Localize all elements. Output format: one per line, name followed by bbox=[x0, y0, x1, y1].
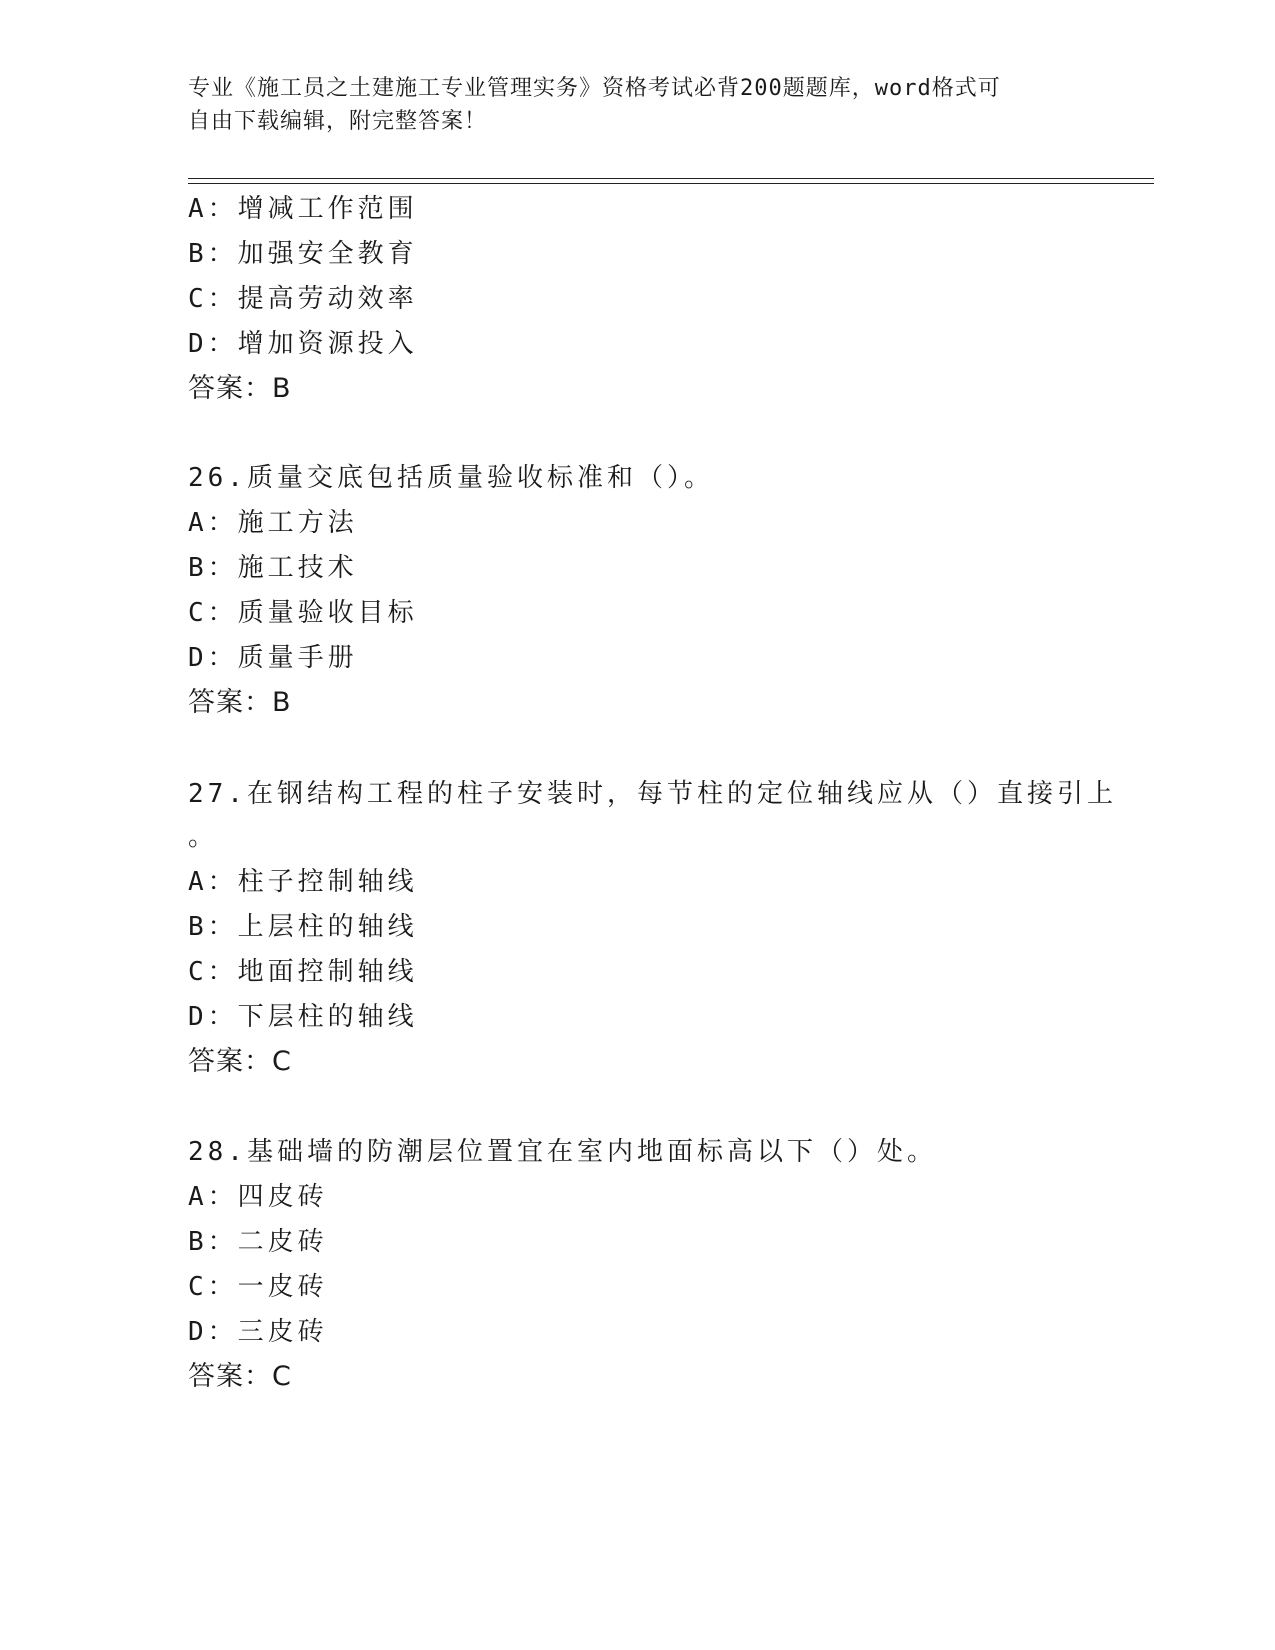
header-divider-top bbox=[188, 178, 1154, 179]
option-c: C：一皮砖 bbox=[188, 1272, 328, 1302]
option-b: B：二皮砖 bbox=[188, 1227, 328, 1257]
header-divider-bottom bbox=[188, 183, 1154, 184]
answer-line: 答案：C bbox=[188, 1046, 292, 1077]
option-c: C：提高劳动效率 bbox=[188, 284, 418, 314]
answer-line: 答案：B bbox=[188, 373, 292, 404]
answer-line: 答案：C bbox=[188, 1361, 292, 1392]
question-stem: 26.质量交底包括质量验收标准和（）。 bbox=[188, 463, 714, 493]
option-a: A：施工方法 bbox=[188, 508, 358, 538]
question-stem: 27.在钢结构工程的柱子安装时，每节柱的定位轴线应从（）直接引上 bbox=[188, 779, 1117, 809]
option-a: A：柱子控制轴线 bbox=[188, 867, 418, 897]
option-d: D：质量手册 bbox=[188, 643, 358, 673]
question-stem-continuation: 。 bbox=[188, 822, 219, 852]
answer-line: 答案：B bbox=[188, 687, 292, 718]
option-d: D：三皮砖 bbox=[188, 1317, 328, 1347]
header-title-line-2: 自由下载编辑，附完整答案！ bbox=[188, 109, 488, 134]
option-b: B：加强安全教育 bbox=[188, 239, 418, 269]
option-a: A：四皮砖 bbox=[188, 1182, 328, 1212]
option-d: D：下层柱的轴线 bbox=[188, 1002, 418, 1032]
option-a: A：增减工作范围 bbox=[188, 194, 418, 224]
question-stem: 28.基础墙的防潮层位置宜在室内地面标高以下（）处。 bbox=[188, 1137, 937, 1167]
option-b: B：施工技术 bbox=[188, 553, 358, 583]
header-title-line-1: 专业《施工员之土建施工专业管理实务》资格考试必背200题题库，word格式可 bbox=[188, 76, 1001, 101]
option-c: C：地面控制轴线 bbox=[188, 957, 418, 987]
option-b: B：上层柱的轴线 bbox=[188, 912, 418, 942]
option-d: D：增加资源投入 bbox=[188, 329, 418, 359]
option-c: C：质量验收目标 bbox=[188, 598, 418, 628]
document-header bbox=[188, 72, 1088, 138]
